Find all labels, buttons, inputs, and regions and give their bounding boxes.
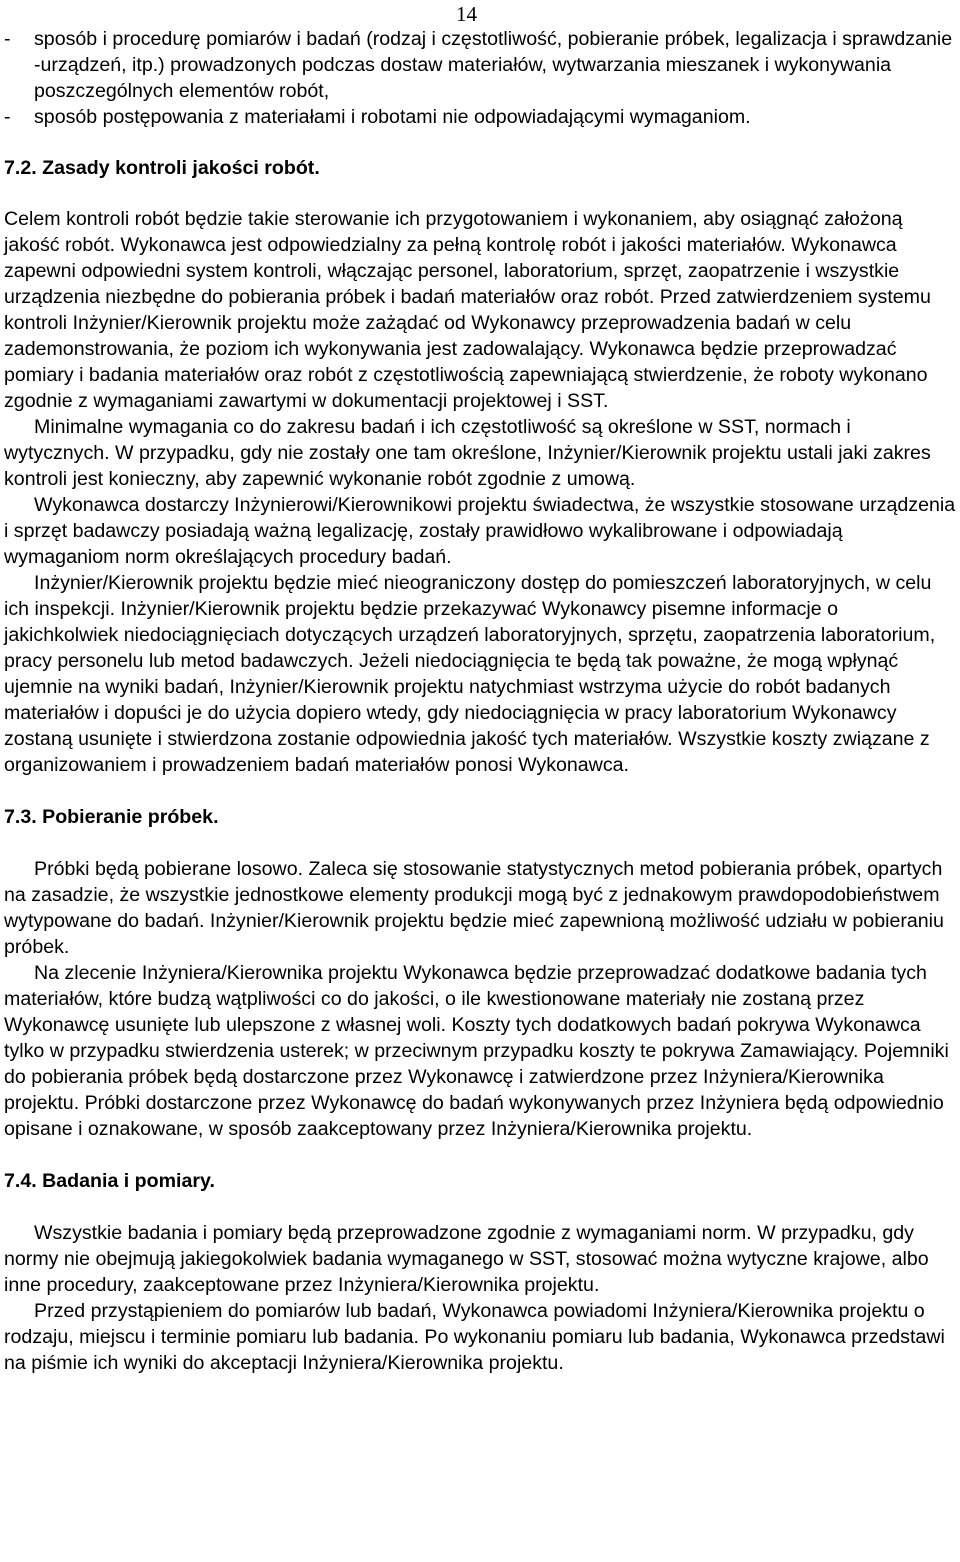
paragraph: Inżynier/Kierownik projektu będzie mieć nieograniczony dostęp do pomieszczeń laboratoryjnych, w celu ich inspekcji. Inżynier/Kierownik projektu będzie przekazywać Wykonawcy pisemne informacje o jakichkolwiek niedociągnięciach dotyczących urządzeń laboratoryjnych, sprzętu, zaopatrzenia laboratorium, pracy personelu lub metod badawczych. Jeżeli niedociągnięcia te będą tak poważne, że mogą wpłynąć ujemnie na wyniki badań, Inżynier/Kierownik projektu natychmiast wstrzyma użycie do robót badanych materiałów i dopuści je do użycia dopiero wtedy, gdy niedociągnięcia w pracy laboratorium Wykonawcy zostaną usunięte i stwierdzona zostanie odpowiednia jakość tych materiałów. Wszystkie koszty związane z organizowaniem i prowadzeniem badań materiałów ponosi Wykonawca. bbox=[4, 572, 936, 776]
paragraph: Na zlecenie Inżyniera/Kierownika projektu Wykonawca będzie przeprowadzać dodatkowe badania tych materiałów, które budzą wątpliwości co do jakości, o ile kwestionowane materiały nie zostaną przez Wykonawcę usunięte lub ulepszone z własnej woli. Koszty tych dodatkowych badań pokrywa Wykonawca tylko w przypadku stwierdzenia usterek; w przeciwnym przypadku koszty te pokrywa Zamawiający. Pojemniki do pobierania próbek będą dostarczone przez Wykonawcę i zatwierdzone przez Inżyniera/Kierownika projektu. Próbki dostarczone przez Wykonawcę do badań wykonywanych przez Inżyniera będą odpowiednio opisane i oznakowane, w sposób zaakceptowany przez Inżyniera/Kierownika projektu. bbox=[4, 962, 949, 1140]
paragraph: Wszystkie badania i pomiary będą przeprowadzone zgodnie z wymaganiami norm. W przypadku, gdy normy nie obejmują jakiegokolwiek badania wymaganego w SST, stosować można wytyczne krajowe, albo inne procedury, zaakceptowane przez Inżyniera/Kierownika projektu. bbox=[4, 1222, 929, 1296]
bullet-item bbox=[4, 26, 956, 104]
paragraph: Minimalne wymagania co do zakresu badań i ich częstotliwość są określone w SST, normach i wytycznych. W przypadku, gdy nie zostały one tam określone, Inżynier/Kierownik projektu ustali jaki zakres kontroli jest konieczny, aby zapewnić wykonanie robót zgodnie z umową. bbox=[4, 416, 931, 490]
bullet-item bbox=[4, 104, 956, 130]
section-heading-7-4: 7.4. Badania i pomiary. bbox=[4, 1170, 215, 1192]
bullet-text: sposób postępowania z materiałami i robotami nie odpowiadającymi wymaganiom. bbox=[34, 106, 751, 128]
document-body bbox=[4, 26, 956, 1376]
page-number: 14 bbox=[456, 2, 477, 26]
section-heading-7-2: 7.2. Zasady kontroli jakości robót. bbox=[4, 157, 320, 179]
paragraph: Przed przystąpieniem do pomiarów lub badań, Wykonawca powiadomi Inżyniera/Kierownika projektu o rodzaju, miejscu i terminie pomiaru lub badania. Po wykonaniu pomiaru lub badania, Wykonawca przedstawi na piśmie ich wyniki do akceptacji Inżyniera/Kierownika projektu. bbox=[4, 1300, 945, 1374]
bullet-text: sposób i procedurę pomiarów i badań (rodzaj i częstotliwość, pobieranie próbek, legalizacja i sprawdzanie -urządzeń, itp.) prowadzonych podczas dostaw materiałów, wytwarzania mieszanek i wykonywania poszczególnych elementów robót, bbox=[34, 28, 953, 102]
bullet-dash: - bbox=[4, 106, 11, 128]
paragraph: Celem kontroli robót będzie takie sterowanie ich przygotowaniem i wykonaniem, aby osiągnąć założoną jakość robót. Wykonawca jest odpowiedzialny za pełną kontrolę robót i jakości materiałów. Wykonawca zapewni odpowiedni system kontroli, włączając personel, laboratorium, sprzęt, zaopatrzenie i wszystkie urządzenia niezbędne do pobierania próbek i badań materiałów oraz robót. Przed zatwierdzeniem systemu kontroli Inżynier/Kierownik projektu może zażądać od Wykonawcy przeprowadzenia badań w celu zademonstrowania, że poziom ich wykonywania jest zadowalający. Wykonawca będzie przeprowadzać pomiary i badania materiałów oraz robót z częstotliwością zapewniającą stwierdzenie, że roboty wykonano zgodnie z wymaganiami zawartymi w dokumentacji projektowej i SST. bbox=[4, 208, 931, 412]
bullet-dash: - bbox=[4, 28, 11, 50]
paragraph: Próbki będą pobierane losowo. Zaleca się stosowanie statystycznych metod pobierania próbek, opartych na zasadzie, że wszystkie jednostkowe elementy produkcji mogą być z jednakowym prawdopodobieństwem wytypowane do badań. Inżynier/Kierownik projektu będzie mieć zapewnioną możliwość udziału w pobieraniu próbek. bbox=[4, 858, 944, 958]
paragraph: Wykonawca dostarczy Inżynierowi/Kierownikowi projektu świadectwa, że wszystkie stosowane urządzenia i sprzęt badawczy posiadają ważną legalizację, zostały prawidłowo wykalibrowane i odpowiadają wymaganiom norm określających procedury badań. bbox=[4, 494, 956, 568]
section-heading-7-3: 7.3. Pobieranie próbek. bbox=[4, 806, 219, 828]
